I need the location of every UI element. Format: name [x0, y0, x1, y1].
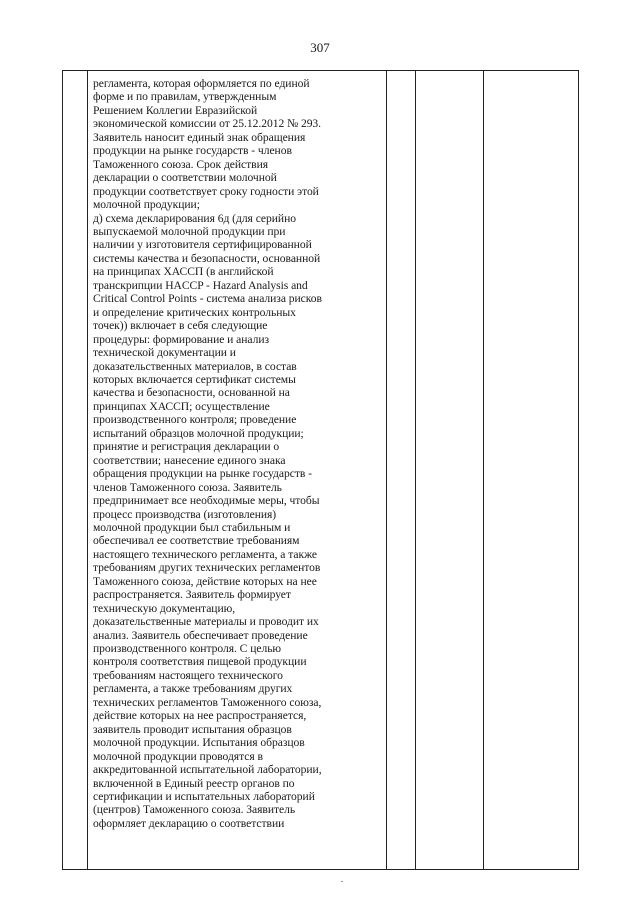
text-line: экономической комиссии от 25.12.2012 № 293. — [93, 117, 322, 131]
text-line: контроля соответствия пищевой продукции — [93, 655, 307, 669]
text-line: доказательственные материалы и проводит их — [93, 615, 319, 629]
text-line: д) схема декларирования 6д (для серийно — [93, 211, 296, 225]
text-line: молочной продукции. Испытания образцов — [93, 736, 305, 750]
column-divider — [415, 71, 416, 869]
page-number: 307 — [310, 40, 330, 55]
text-line: технической документации и — [93, 346, 236, 360]
text-line: на принципах ХАССП (в английской — [93, 265, 274, 279]
text-line: регламента, которая оформляется по единой — [93, 77, 310, 90]
text-line: выпускаемой молочной продукции при — [93, 224, 286, 238]
text-line: заявитель проводит испытания образцов — [93, 722, 292, 736]
text-line: включенной в Единый реестр органов по — [93, 776, 295, 790]
text-line: Таможенного союза. Срок действия — [93, 157, 269, 171]
column-divider — [87, 71, 88, 869]
text-line: техническую документацию, — [93, 601, 236, 615]
text-line: испытаний образцов молочной продукции; — [93, 426, 304, 440]
text-line: наличии у изготовителя сертифицированной — [93, 238, 312, 252]
text-line: анализ. Заявитель обеспечивает проведение — [93, 628, 308, 642]
text-line: регламента, а также требованиям других — [93, 682, 293, 696]
text-line: процесс производства (изготовления) — [93, 507, 277, 521]
text-line: предпринимает все необходимые меры, чтобы — [93, 494, 320, 508]
text-line: требованиям настоящего технического — [93, 668, 283, 682]
text-line: аккредитованной испытательной лаборатории, — [93, 763, 322, 777]
text-line: доказательственных материалов, в состав — [93, 359, 297, 373]
text-line: молочной продукции; — [93, 198, 200, 212]
column-divider — [386, 71, 387, 869]
text-line: транскрипции HACCP - Hazard Analysis and — [93, 278, 308, 292]
text-line: (центров) Таможенного союза. Заявитель — [93, 803, 296, 817]
text-line: молочной продукции был стабильным и — [93, 520, 291, 534]
text-line: форме и по правилам, утвержденным — [93, 90, 277, 104]
text-line: принятие и регистрация декларации о — [93, 440, 280, 454]
table-cell-text — [93, 77, 371, 830]
text-line: молочной продукции проводятся в — [93, 749, 263, 763]
text-line: процедуры: формирование и анализ — [93, 332, 270, 346]
text-line: распространяется. Заявитель формирует — [93, 588, 291, 602]
text-line: производственного контроля. С целью — [93, 642, 282, 656]
text-line: декларации о соответствии молочной — [93, 171, 277, 185]
text-line: и определение критических контрольных — [93, 305, 296, 319]
text-line: продукции соответствует сроку годности этой — [93, 184, 319, 198]
text-line: Решением Коллегии Евразийской — [93, 103, 258, 117]
text-line: требованиям других технических регламентов — [93, 561, 321, 575]
text-line: Таможенного союза, действие которых на нее — [93, 574, 317, 588]
text-line: обеспечивал ее соответствие требованиям — [93, 534, 300, 548]
text-line: Заявитель наносит единый знак обращения — [93, 130, 306, 144]
text-line: качества и безопасности, основанной на — [93, 386, 290, 400]
text-line: оформляет декларацию о соответствии — [93, 816, 285, 830]
text-line: точек)) включает в себя следующие — [93, 319, 268, 333]
text-line: продукции на рынке государств - членов — [93, 144, 292, 158]
column-divider — [483, 71, 484, 869]
text-line: системы качества и безопасности, основанной — [93, 251, 321, 265]
text-line: настоящего технического регламента, а также — [93, 547, 317, 561]
text-line: действие которых на нее распространяется, — [93, 709, 307, 723]
text-line: соответствии; нанесение единого знака — [93, 453, 286, 467]
text-line: которых включается сертификат системы — [93, 372, 296, 386]
text-line: технических регламентов Таможенного союза, — [93, 695, 322, 709]
text-line: производственного контроля; проведение — [93, 413, 297, 427]
text-line: принципах ХАССП; осуществление — [93, 399, 270, 413]
scan-artifact — [341, 881, 343, 882]
document-table — [62, 70, 579, 870]
text-line: сертификации и испытательных лабораторий — [93, 790, 315, 804]
text-line: обращения продукции на рынке государств - — [93, 467, 312, 481]
text-line: членов Таможенного союза. Заявитель — [93, 480, 282, 494]
text-line: Critical Control Points - система анализа рисков — [93, 292, 322, 306]
